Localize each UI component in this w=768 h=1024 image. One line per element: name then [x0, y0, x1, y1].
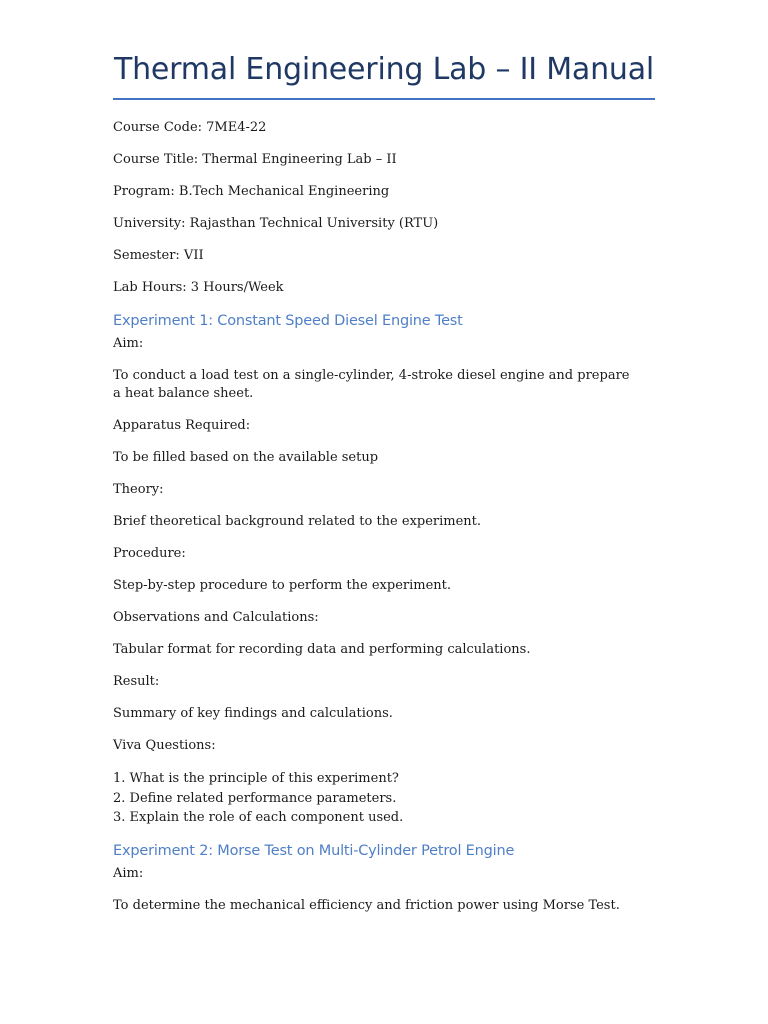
exp1-viva-label: Viva Questions:	[113, 738, 216, 753]
list-item: 3. Explain the role of each component used.	[113, 810, 404, 825]
exp1-theory-label: Theory:	[113, 482, 164, 497]
exp1-apparatus-text: To be filled based on the available setup	[113, 450, 379, 465]
exp1-theory-text: Brief theoretical background related to the experiment.	[113, 514, 482, 529]
experiment-1-heading: Experiment 1: Constant Speed Diesel Engine Test	[113, 313, 463, 329]
exp1-procedure-text: Step-by-step procedure to perform the experiment.	[113, 578, 452, 593]
lab-hours: Lab Hours: 3 Hours/Week	[113, 280, 284, 295]
list-item: 1. What is the principle of this experiment?	[113, 771, 399, 786]
exp1-procedure-label: Procedure:	[113, 546, 186, 561]
exp1-result-text: Summary of key findings and calculations.	[113, 706, 393, 721]
title-underline	[113, 98, 655, 100]
exp1-aim-text: To conduct a load test on a single-cylinder, 4-stroke diesel engine and prepare a heat balance sheet.	[113, 368, 630, 401]
experiment-2-heading: Experiment 2: Morse Test on Multi-Cylinder Petrol Engine	[113, 843, 515, 859]
exp1-apparatus-label: Apparatus Required:	[113, 418, 251, 433]
course-title: Course Title: Thermal Engineering Lab – II	[113, 152, 397, 167]
exp1-result-label: Result:	[113, 674, 160, 689]
exp1-observations-label: Observations and Calculations:	[113, 610, 319, 625]
exp1-observations-text: Tabular format for recording data and performing calculations.	[113, 642, 531, 657]
course-code: Course Code: 7ME4-22	[113, 120, 267, 135]
page-title: Thermal Engineering Lab – II Manual	[113, 52, 655, 87]
exp2-aim-label: Aim:	[113, 866, 144, 881]
program: Program: B.Tech Mechanical Engineering	[113, 184, 390, 199]
exp1-aim-label: Aim:	[113, 336, 144, 351]
university: University: Rajasthan Technical University (RTU)	[113, 216, 439, 231]
semester: Semester: VII	[113, 248, 204, 263]
exp2-aim-text: To determine the mechanical efficiency and friction power using Morse Test.	[113, 898, 620, 913]
exp1-viva-list	[113, 769, 403, 828]
list-item: 2. Define related performance parameters.	[113, 790, 397, 806]
